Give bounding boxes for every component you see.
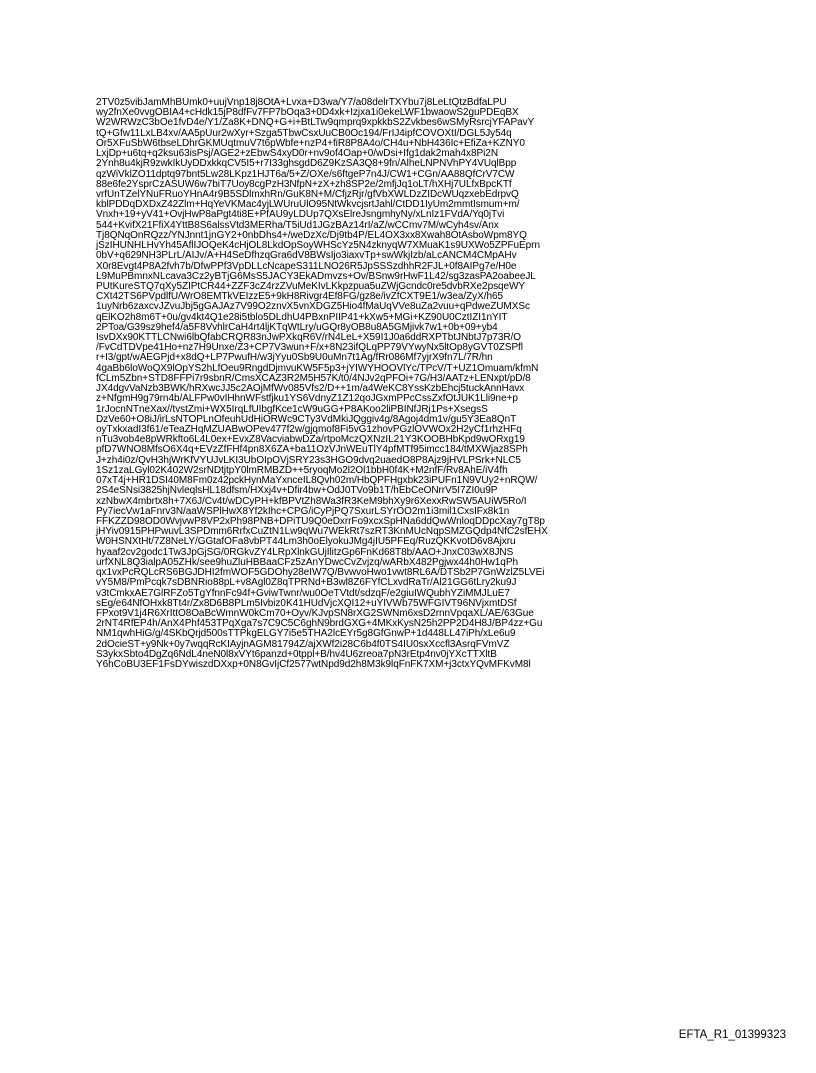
text-line: pfD7WNO8MfsO6X4q+EVzZfFHf4pn8X6ZA+ba11OzVJnWEuTlY4pfMTf95imcc184/tMXWjaz8SPh	[96, 444, 528, 456]
text-line: J+zh4i0z/QvH3hjWrKfVYUJvLKI3UbOIpOVjSRY23s3HGO9dvq2uaedO8P8Ajz9jHVLPSrk+NLC5	[96, 454, 521, 466]
text-line: DzVe60+O8iJ/irLsNTOPLnOfeuhUdHiORWc9CTy3VdMkiJQggiv4g/8Agoj4dm1v/gu5Y3Ea8QnT	[96, 413, 517, 425]
text-line: 0bV+q629NH3PLrL/AIJv/A+H4SeDfhzqGra6dV8BWsIjo3iaxvTp+swWkjIzb/aLcANCM4CMpAHv	[96, 250, 517, 262]
text-line: FPxot9V1j4R6XrIttO8OaBcWmnW0kCm70+Oyv/KJvpSN8rXG2SWNm6xsD2rnnVpqaXL/AE/63Gue	[96, 607, 534, 619]
text-line: JX4dgvVaNzb3BWK/hRXwcJJ5c2AOjMfWv085Vfs2/D++1m/a4WeKC8YssKzbEhcj5tuckAnnHavx	[96, 383, 525, 395]
text-line: Y6hCoBU3EF1FsDYwiszdDXxp+0N8GvIjCf2577wtNpd9d2h8M3k9lqFnFK7XM+j3ctxYQvMFKvM8l	[96, 659, 531, 671]
text-line: 88e6fe2YsprCzASUW6w7biT7Uoy8cgPzH3NfpN+zX+zh8SP2e/2mfjJq1oLT/hXHj7ULfxBpcKTf	[96, 178, 512, 190]
text-line: 2TV0z5vibJamMhBUmk0+uujVnp18j8OtA+Lvxa+D3wa/Y7/a08delrTXYbu7j8LeLtQtzBdfaLPU	[96, 97, 507, 108]
text-line: FFKZZD98OD0WvjvwP8VP2xPh98PNB+DPiTU9Q0eDxrrFo9xcxSpHNa6ddQwWnloqDDpcXay7gT8p	[96, 515, 545, 527]
text-line: 1Sz1zaLGyl02K402W2srNDtjtpY0lmRMBZD++5ryoqMo2l2Ol1bbH0f4K+M2nfF/Rv8AhE/iV4fh	[96, 464, 508, 476]
text-line: kblPDDqDXDxZ42Zlm+HqYeVKMac4yjLWUruUlO95NtWkvcjsrtJahl/CtDD1IyUm2mmtIsmum+m/	[96, 199, 520, 211]
text-line: 2PToa/G39sz9hef4/a5F8VvhlrCaH4rt4ljKTqWtLry/uGQr8yOB8u8A5GMjivk7w1+0b+09+yb4	[96, 321, 498, 333]
text-line: jHYiv0915PHPwuvL3SPDmm6RrfxCuZtN1Lw9qWu7WEkRt7szRT3KnMUcNqpSMZGQdp4NfC2sfEHX	[96, 526, 548, 538]
text-line: L9MuPBmnxNLcava3Cz2yBTjG6MsS5JACY3EkADmvzs+Ov/BSnw9rHwF1L42/sg3zasPA2oabeeJL	[96, 270, 536, 282]
text-line: Py7iecVw1aFnrv3N/aaWSPlHwX8Yf2kIhc+CPG/iCyPjPQ7SxurLSYrOO2m1i3mil1CxsIFx8k1n	[96, 505, 510, 517]
text-line: oyTxkxadI3f61/eTeaZHqMZUABwOPev477f2w/gjqmof8Fi5vG1zhovPGzlOVWOx2H2yCf1rhzHFq	[96, 424, 522, 435]
text-line: LxjDp+u6tq+q2ksu63isPsj/AGE2+zEbwS4xyD0r+nv9of4Oap+0/wDsi+Ifg1dak2mah4x8Pi2N	[96, 148, 498, 160]
text-line: r+I3/gpt/wAEGPjd+x8dQ+LP7PwufH/w3jYyu0Sb9U0uMn7t1Ag/fRr086Mf7yjrX9fn7L/7R/hn	[96, 352, 493, 364]
text-line: 1rJocnNTneXax//tvstZmi+WX5IrqLfUIbgfKce1cW9uGG+P8AKoo2liPBINfJRj1Ps+XsegsS	[96, 403, 488, 415]
text-line: urfXNL8Q3ialpA05ZHk/see9huZluHBBaaCFz5zAnYDwcCvZvjzq/wARbX482Pgjwx44h0Hw1qPh	[96, 556, 518, 568]
text-line: Or5XFuSbW6tbseLDhrGKMUqtmuV7t6pWbfe+nzP4+fiR8P8A4o/CH4u+NbH436Ic+EfiZa+KZNY0	[96, 137, 525, 149]
text-line: S3ykxSbto4DgZq6NdL4neN0l8xVYt6panzd+0tppl+B/hv4U6zreoa7pN3rEtp4nv0jYXcTTXltB	[96, 648, 497, 660]
text-line: 07xT4j+HR1DSI40M8Fm0z42pckHynMaYxnceIL8Qvh02m/HbQPFHgxbk23iPUFn1N9VUy2+nRQW/	[96, 475, 538, 487]
text-line: nTu3vob4e8pWRkfto6L4L0ex+EvxZ8VacviabwDZa/rtpoMczQXNzIL21Y3KOOBHbKpd9wORxg19	[96, 434, 525, 446]
text-line: X0r8Evgt4P8A2fvh7b/DfwPPf3VpDLLcNcapeS311LNO26R5JpSSSzdhhR2FJL+0f8AIPg7e/H0e	[96, 260, 517, 272]
text-line: PUtKureSTQ7qXy5ZIPtCR44+ZZF3cZ4rzZVuMeKIvLKkpzpua5uZWjGcndc0re5dvbRXe2psqeWY	[96, 280, 526, 292]
text-line: NM1qwhHiG/g/4SKbQrjd500sTTPkgELGY7i5e5THA2lcEYr5g8GfGnwP+1d448LL47iPh/xLe6u9	[96, 628, 516, 640]
text-line: xzNbwX4mbrtx8h+7X6J/Cv4t/wDCyPH+kfBPVtZh8Wa3fR3KeM9bhXy9r6XexxRwSW5AUiW5Ro/I	[96, 495, 527, 507]
text-line: fCLm5Zbn+STD8FFPi7r9sbnR/CmsXCAZ3R2M5H57K/t0/4NJv2qPFOi+7G/H3/AATz+LENxpt/pD/8	[96, 372, 531, 384]
text-line: tQ+Gfw11LxLB4xv/AA5pUur2wXyr+Szga5TbwCsxUuCB0Oc194/FrIJ4ipfCOVOXtI/DGL5Jy54q	[96, 127, 512, 139]
text-line: z+NfgmH9g79rn4b/ALFPw0vIHhnWFstfjku1YS6VdnyZ1Z12qoJGxmPPcCssZxfOtJUK1Lli9ne+p	[96, 393, 518, 405]
text-line: 2dOcieST+y9Nk+0y7wqqRcKIAyjnAGM81794Z/ajXWf2i28C6b4f0TS4IU0sxXccfl3AsrqFVmVZ	[96, 638, 510, 650]
text-line: 2rNT4RfEP4h/AnX4Phf453TPqXga7s7C9C5C6ghN9brdGXG+4MKxKysN25h2PP2D4H8J/BP4zz+Gu	[96, 618, 543, 630]
text-line: W0HSNXtHt/7Z8NeLY/GGtafOFa8vbPT44Lm3h0oElyokuJMg4jIU5PFEq/RuzQKKvotD6v8Ajxru	[96, 536, 516, 548]
text-line: hyaaf2cv2godc1Tw3JpGjSG/0RGkvZY4LRpXlnkGUjIlitzGp6FnKd68T8b/AAO+JnxC03wX8JNS	[96, 546, 514, 558]
text-line: v3tCmkxAE7GlRFZo5TgYfnnFc94f+GviwTwnr/wu0OeTVtdt/sdzqF/e2giuIWQubhYZiMMJLuE7	[96, 587, 510, 599]
text-line: vY5M8/PmPcqk7sDBNRio88pL+v8Agl0Z8qTPRNd+B3wl8Z6FYfCLxvdRaTr/Al21GG6tLry2ku9J	[96, 577, 517, 589]
text-line: Tj8QNqOnRQzz/YNJnnt1jnGY2+0nbDhs4+/weDzXc/Dj9tb4P/EL4OX3xx8Xwah8OtAsboWpm8YQ	[96, 229, 527, 241]
text-line: 544+KvifX21FfiX4YttB8S6alssVtd3MERha/T5iUd1JGzBAz14rI/aZ/wCCmv7M/wCyh4sv/Anx	[96, 219, 499, 231]
text-line: jSzIHUNHLHvYh45AflIJOQeK4cHjOL8LkdOpSoyWHScYz5N4zknyqW7XMuaK1s9UXWo5ZPFuEprn	[96, 240, 540, 252]
text-line: IsvDXx90KTTLCNwi6lbQfabCRQR83nJwPXkqR6V/rN4LeL+X59I1J0a6ddRXPTbtJNbtJ7p73R/O	[96, 332, 522, 344]
encoded-text-block	[96, 98, 736, 670]
text-line: qElKO2h8m6T+0u/gv4kt4Q1e28i5tblo5DLdhU4PBxnPIIP41+kXw5+MGi+KZ90U0CztIZI1nYIT	[96, 311, 508, 323]
text-line: 1uyNrb6zaxcvJZvuJbj5gGAJAz7V99O2znvX5vnXDGZ5Hio4fMaUqVVe8uZa2vuu+qPdweZUMXSc	[96, 301, 530, 313]
text-line: /FvCdTDVpe41Ho+nz7H9Unxe/Z3+CP7V3wun+F/x+8N23ifQLqPP79VYwyNx5ltOp8yGVT0ZSPfl	[96, 342, 523, 354]
text-line: qzWiVklZO11dptq97bnt5Lw28LKpz1HJT6a/5+Z/OXe/s6ftgeP7n4J/CW1+CGn/AA88QfCrV7CW	[96, 168, 515, 180]
text-line: wy2fnXe0vvgOBIA4+cHdk15jP8dfFv7FP7bOqa3+0D4xk+Izjxa1i0ekeLWF1bwaowS2guPDEqBX	[96, 107, 519, 119]
text-line: 2Ynh8u4kjR9zwkIkUyDDxkkqCV5I5+r7I33ghsgdD6Z9KzSA3Q8+9fn/AlheLNPNVhPY4VUqlBpp	[96, 158, 517, 170]
text-line: 4gaBb6loWoQX9lOpYS2hLfOeu9RngdDjmvuKW5F5p3+jYIWYHOOVlYc/TPcV/T+UZ1Omuam/kfmN	[96, 362, 539, 374]
text-line: W2WRWzC3bOe1fvD4e/Y1/Za8K+DNQ+G+i+BtLTw9qmprq9xpkkbS2Zvkbes6wSMyRsrcjYFAPavY	[96, 117, 535, 129]
text-line: Vnxh+19+yV41+OvjHwP8aPgt4ti8E+PfAU9yLDUp7QXsElreJsngmhyNy/xLnIz1FVdA/Yq0jTvi	[96, 209, 505, 221]
text-line: 2S4eSNsi3825hjNvleqlsHL18dfsm/HXxj4v+Dfir4bw+OdJ0TVo9b1T/hEbCeONrrV5I7ZI0u9P	[96, 485, 498, 497]
document-id: EFTA_R1_01399323	[678, 1029, 786, 1041]
text-line: sEg/e64NfOHxk8Tt4r/Zx8D6B8PLm5Ivbiz0K41HUdVjcXQI12+uYIVWb75WFGIVT96NVjxmtDSf	[96, 597, 517, 609]
text-line: CXt42TS6PVpdlfU/WrO8EMTkVEIzzE5+9kH8Rivgr4Ef8FG/gz8e/ivZfCXT9E1/w3ea/ZyX/h65	[96, 291, 504, 303]
text-line: vrfUnTZelYNuFRuoYHnA4r9B5SDlmxhRn/GuK8N+M/CfjzRjr/gfVbXWLDzZIDcWUqzxebEdrpvQ	[96, 188, 519, 200]
text-line: qx1vxPcRQLcRS6BGJDHI2fmWOF5GDOhy28eIW7Q/BvwvoHwo1vwt8RL6A/DTSb2P7GnWzlZ5LVEi	[96, 567, 545, 579]
